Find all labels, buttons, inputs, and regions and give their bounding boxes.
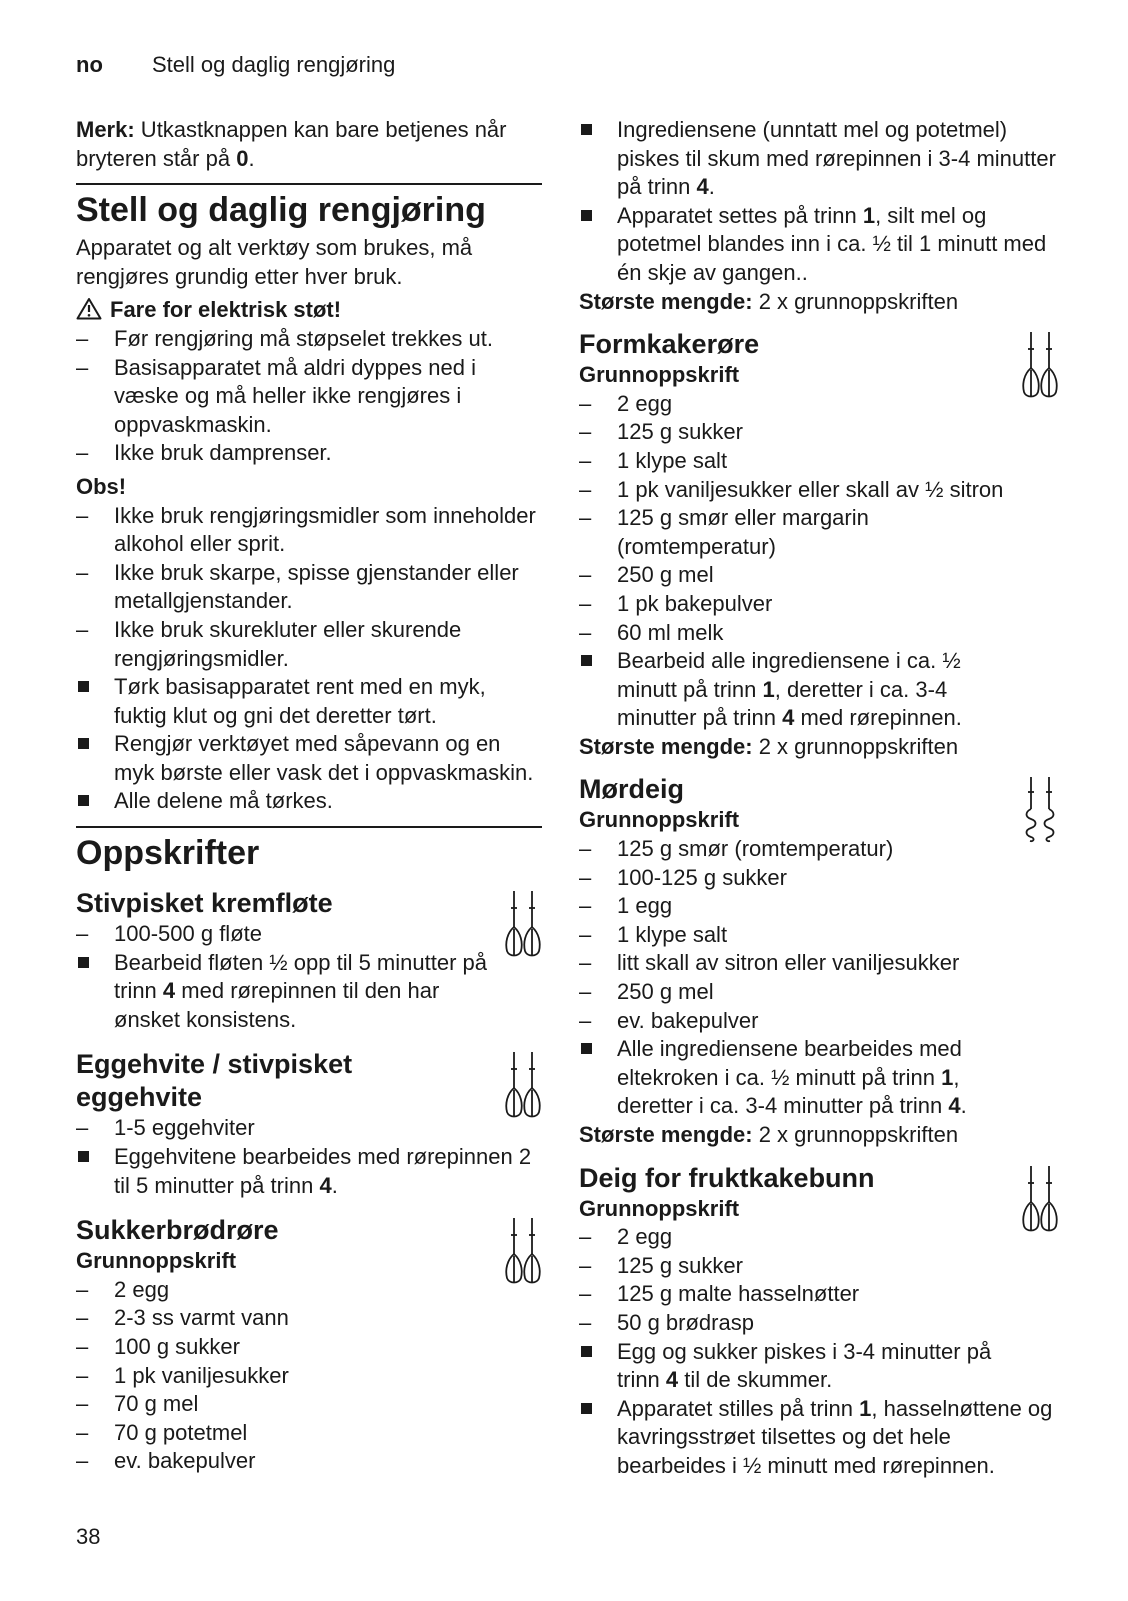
recipe-title: Mørdeig (579, 774, 684, 805)
max-amount: Største mengde: 2 x grunnoppskriften (579, 1122, 959, 1147)
recipes-title: Oppskrifter (76, 834, 260, 873)
cleaning-section (76, 183, 542, 816)
header-title: Stell og daglig rengjøring (152, 52, 396, 77)
list-item: – 1 pk bakepulver (579, 590, 773, 616)
warning-icon (76, 297, 102, 320)
recipe-title: Formkakerøre (579, 329, 760, 360)
list-item: – Ikke bruk skurekluter eller skurende rengjøringsmidler. (76, 616, 462, 671)
cleaning-intro: Apparatet og alt verktøy som brukes, må rengjøres grundig etter hver bruk. (76, 235, 473, 289)
max-amount: Største mengde: 2 x grunnoppskriften (579, 288, 959, 314)
base-recipe-label: Grunnoppskrift (579, 1195, 740, 1221)
list-item: – Ikke bruk skarpe, spisse gjenstander eller metallgjenstander. (76, 559, 519, 614)
list-item: – 1 pk vaniljesukker eller skall av ½ sitron (579, 476, 1004, 502)
step-item: Apparatet settes på trinn 1, silt mel og potetmel blandes inn i ca. ½ til 1 minutt med én skje av gangen.. (579, 202, 1059, 288)
max-amount: Største mengde: 2 x grunnoppskriften (579, 733, 959, 759)
list-item: – 100-125 g sukker (579, 864, 787, 890)
list-item: – 125 g smør eller margarin (romtemperatur) (579, 505, 869, 559)
list-item: – Ikke bruk damprenser. (76, 440, 332, 466)
note: Merk: Utkastknappen kan bare betjenes når bryteren står på 0. (76, 117, 507, 171)
list-item: – 1 egg (579, 893, 673, 919)
recipe-title: Stivpisket kremfløte (76, 888, 333, 919)
list-item: – 1-5 eggehviter (76, 1115, 255, 1141)
recipe-title: Sukkerbrødrøre (76, 1215, 279, 1246)
step-item: Eggehvitene bearbeides med rørepinnen 2 til 5 minutter på trinn 4. (76, 1143, 542, 1200)
list-item: – 1 klype salt (579, 447, 728, 473)
recipe-mordeig (579, 773, 1059, 1149)
list-item: – 125 g smør (romtemperatur) (579, 836, 894, 862)
step-item: Bearbeid alle ingrediensene i ca. ½ minutt på trinn 1, deretter i ca. 3-4 minutter på trinn 4 med rørepinnen. (579, 647, 1059, 733)
obs-heading: Obs! (76, 473, 127, 499)
list-item: – litt skall av sitron eller vaniljesukker (579, 950, 960, 976)
list-item: – 1 klype salt (579, 921, 728, 947)
list-item: – Før rengjøring må støpselet trekkes ut. (76, 325, 493, 351)
list-item: – 2 egg (76, 1276, 170, 1302)
list-item: – 125 g malte hasselnøtter (579, 1281, 860, 1307)
recipe-fruktkake (579, 1162, 1059, 1481)
step-item: Rengjør verktøyet med såpevann og en myk børste eller vask det i oppvaskmaskin. (76, 730, 542, 787)
list-item: – 250 g mel (579, 979, 714, 1005)
language-code: no (76, 52, 103, 77)
list-item: – ev. bakepulver (579, 1007, 759, 1033)
base-recipe-label: Grunnoppskrift (579, 807, 740, 833)
recipe-title: Deig for fruktkakebunn (579, 1162, 875, 1193)
list-item: – 60 ml melk (579, 619, 724, 645)
list-item: – 2 egg (579, 390, 673, 416)
warning-heading: Fare for elektrisk støt! (76, 296, 542, 325)
step-item: Egg og sukker piskes i 3-4 minutter på trinn 4 til de skummer. (579, 1338, 1059, 1395)
step-item: Tørk basisapparatet rent med en myk, fuktig klut og gni det deretter tørt. (76, 673, 542, 730)
list-item: – 2-3 ss varmt vann (76, 1305, 289, 1331)
list-item: – Basisapparatet må aldri dyppes ned i væske og må heller ikke rengjøres i oppvaskmaskin. (76, 354, 476, 437)
list-item: – Ikke bruk rengjøringsmidler som inneholder alkohol eller sprit. (76, 502, 536, 557)
page-header (76, 52, 395, 78)
recipe-eggehvite (76, 1048, 542, 1200)
list-item: – 125 g sukker (579, 1252, 743, 1278)
cleaning-title: Stell og daglig rengjøring (76, 191, 486, 230)
recipe-title: Eggehvite / stivpisket eggehvite (76, 1049, 353, 1113)
base-recipe-label: Grunnoppskrift (579, 362, 740, 388)
step-item: Bearbeid fløten ½ opp til 5 minutter på trinn 4 med rørepinnen til den har ønsket konsistens. (76, 949, 542, 1035)
list-item: – 2 egg (579, 1224, 673, 1250)
list-item: – 250 g mel (579, 562, 714, 588)
base-recipe-label: Grunnoppskrift (76, 1248, 237, 1274)
list-item: – 50 g brødrasp (579, 1309, 754, 1335)
recipes-section (76, 826, 542, 1476)
step-item: Alle delene må tørkes. (76, 787, 542, 816)
whisk-icon (504, 1050, 542, 1120)
step-item: Alle ingrediensene bearbeides med eltekroken i ca. ½ minutt på trinn 1, deretter i ca. 3-4 minutter på trinn 4. (579, 1035, 1059, 1121)
recipe-kremflote (76, 887, 542, 1034)
list-item: – 70 g mel (76, 1391, 199, 1417)
list-item: – 100 g sukker (76, 1334, 240, 1359)
list-item: – 100-500 g fløte (76, 921, 262, 947)
page-number: 38 (76, 1524, 101, 1549)
right-column (579, 116, 1059, 1481)
list-item: – 70 g potetmel (76, 1419, 248, 1445)
step-item: Ingrediensene (unntatt mel og potetmel) piskes til skum med rørepinnen i 3-4 minutter på trinn 4. (579, 116, 1059, 202)
left-column (76, 116, 542, 1476)
list-item: – ev. bakepulver (76, 1448, 256, 1474)
list-item: – 125 g sukker (579, 419, 743, 445)
recipe-sukkerbrod (76, 1214, 542, 1476)
step-item: Apparatet stilles på trinn 1, hasselnøttene og kavringsstrøet tilsettes og det hele bearbeides i ½ minutt med rørepinnen. (579, 1395, 1059, 1481)
list-item: – 1 pk vaniljesukker (76, 1362, 289, 1388)
recipe-formkake (579, 328, 1059, 761)
